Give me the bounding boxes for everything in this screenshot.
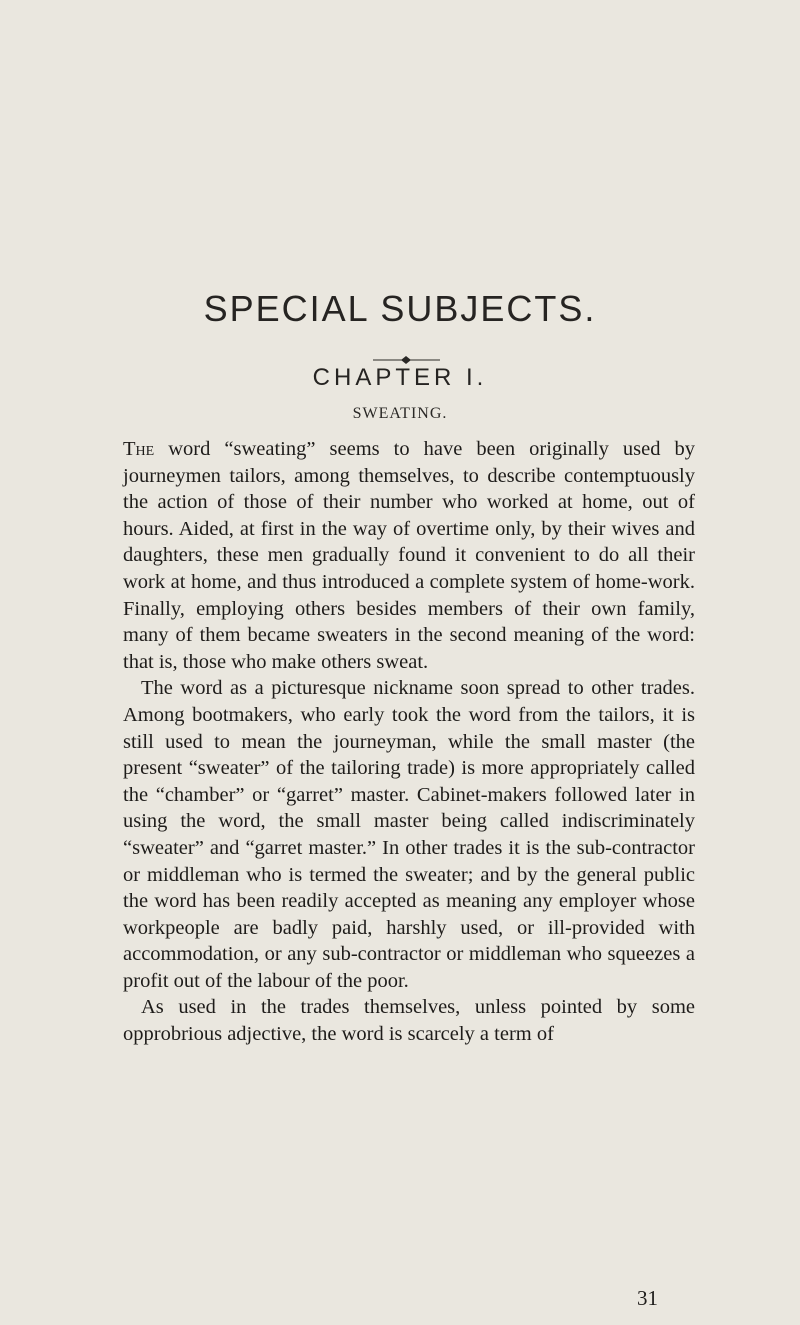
page-number: 31 — [637, 1286, 658, 1310]
part-title: SPECIAL SUBJECTS. — [203, 288, 597, 329]
opening-word: The — [123, 438, 155, 460]
body-text — [123, 436, 695, 1048]
paragraph-1-text: word “sweating” seems to have been originally used by journeymen tailors, among themselves, to describe contemptuously the action of those of their number who worked at home, out of hours. Aided, at first in the way of overtime only, by their wives and daughters, these men gradually found it convenient to do all their work at home, and thus introduced a complete system of home-work. Finally, employing others besides members of their own family, many of them became sweaters in the second meaning of the word: that is, those who make others sweat. — [123, 438, 695, 673]
chapter-title: CHAPTER I. — [312, 364, 488, 391]
section-title: SWEATING. — [352, 405, 448, 422]
paragraph-3: As used in the trades themselves, unless pointed by some opprobrious adjective, the word is scarcely a term of — [123, 996, 695, 1046]
paragraph-2: The word as a picturesque nickname soon spread to other trades. Among bootmakers, who early took the word from the tailors, it is still used to mean the journeyman, while the small master (the present “sweater” of the tailoring trade) is more appropriately called the “chamber” or “garret” master. Cabinet-makers followed later in using the word, the small master being called indiscriminately “sweater” and “garret master.” In other trades it is the sub-contractor or middleman who is termed the sweater; and by the general public the word has been readily accepted as meaning any employer whose workpeople are badly paid, harshly used, or ill-provided with accommodation, or any sub-contractor or middleman who squeezes a profit out of the labour of the poor. — [123, 677, 695, 992]
paragraph-1 — [123, 436, 695, 675]
